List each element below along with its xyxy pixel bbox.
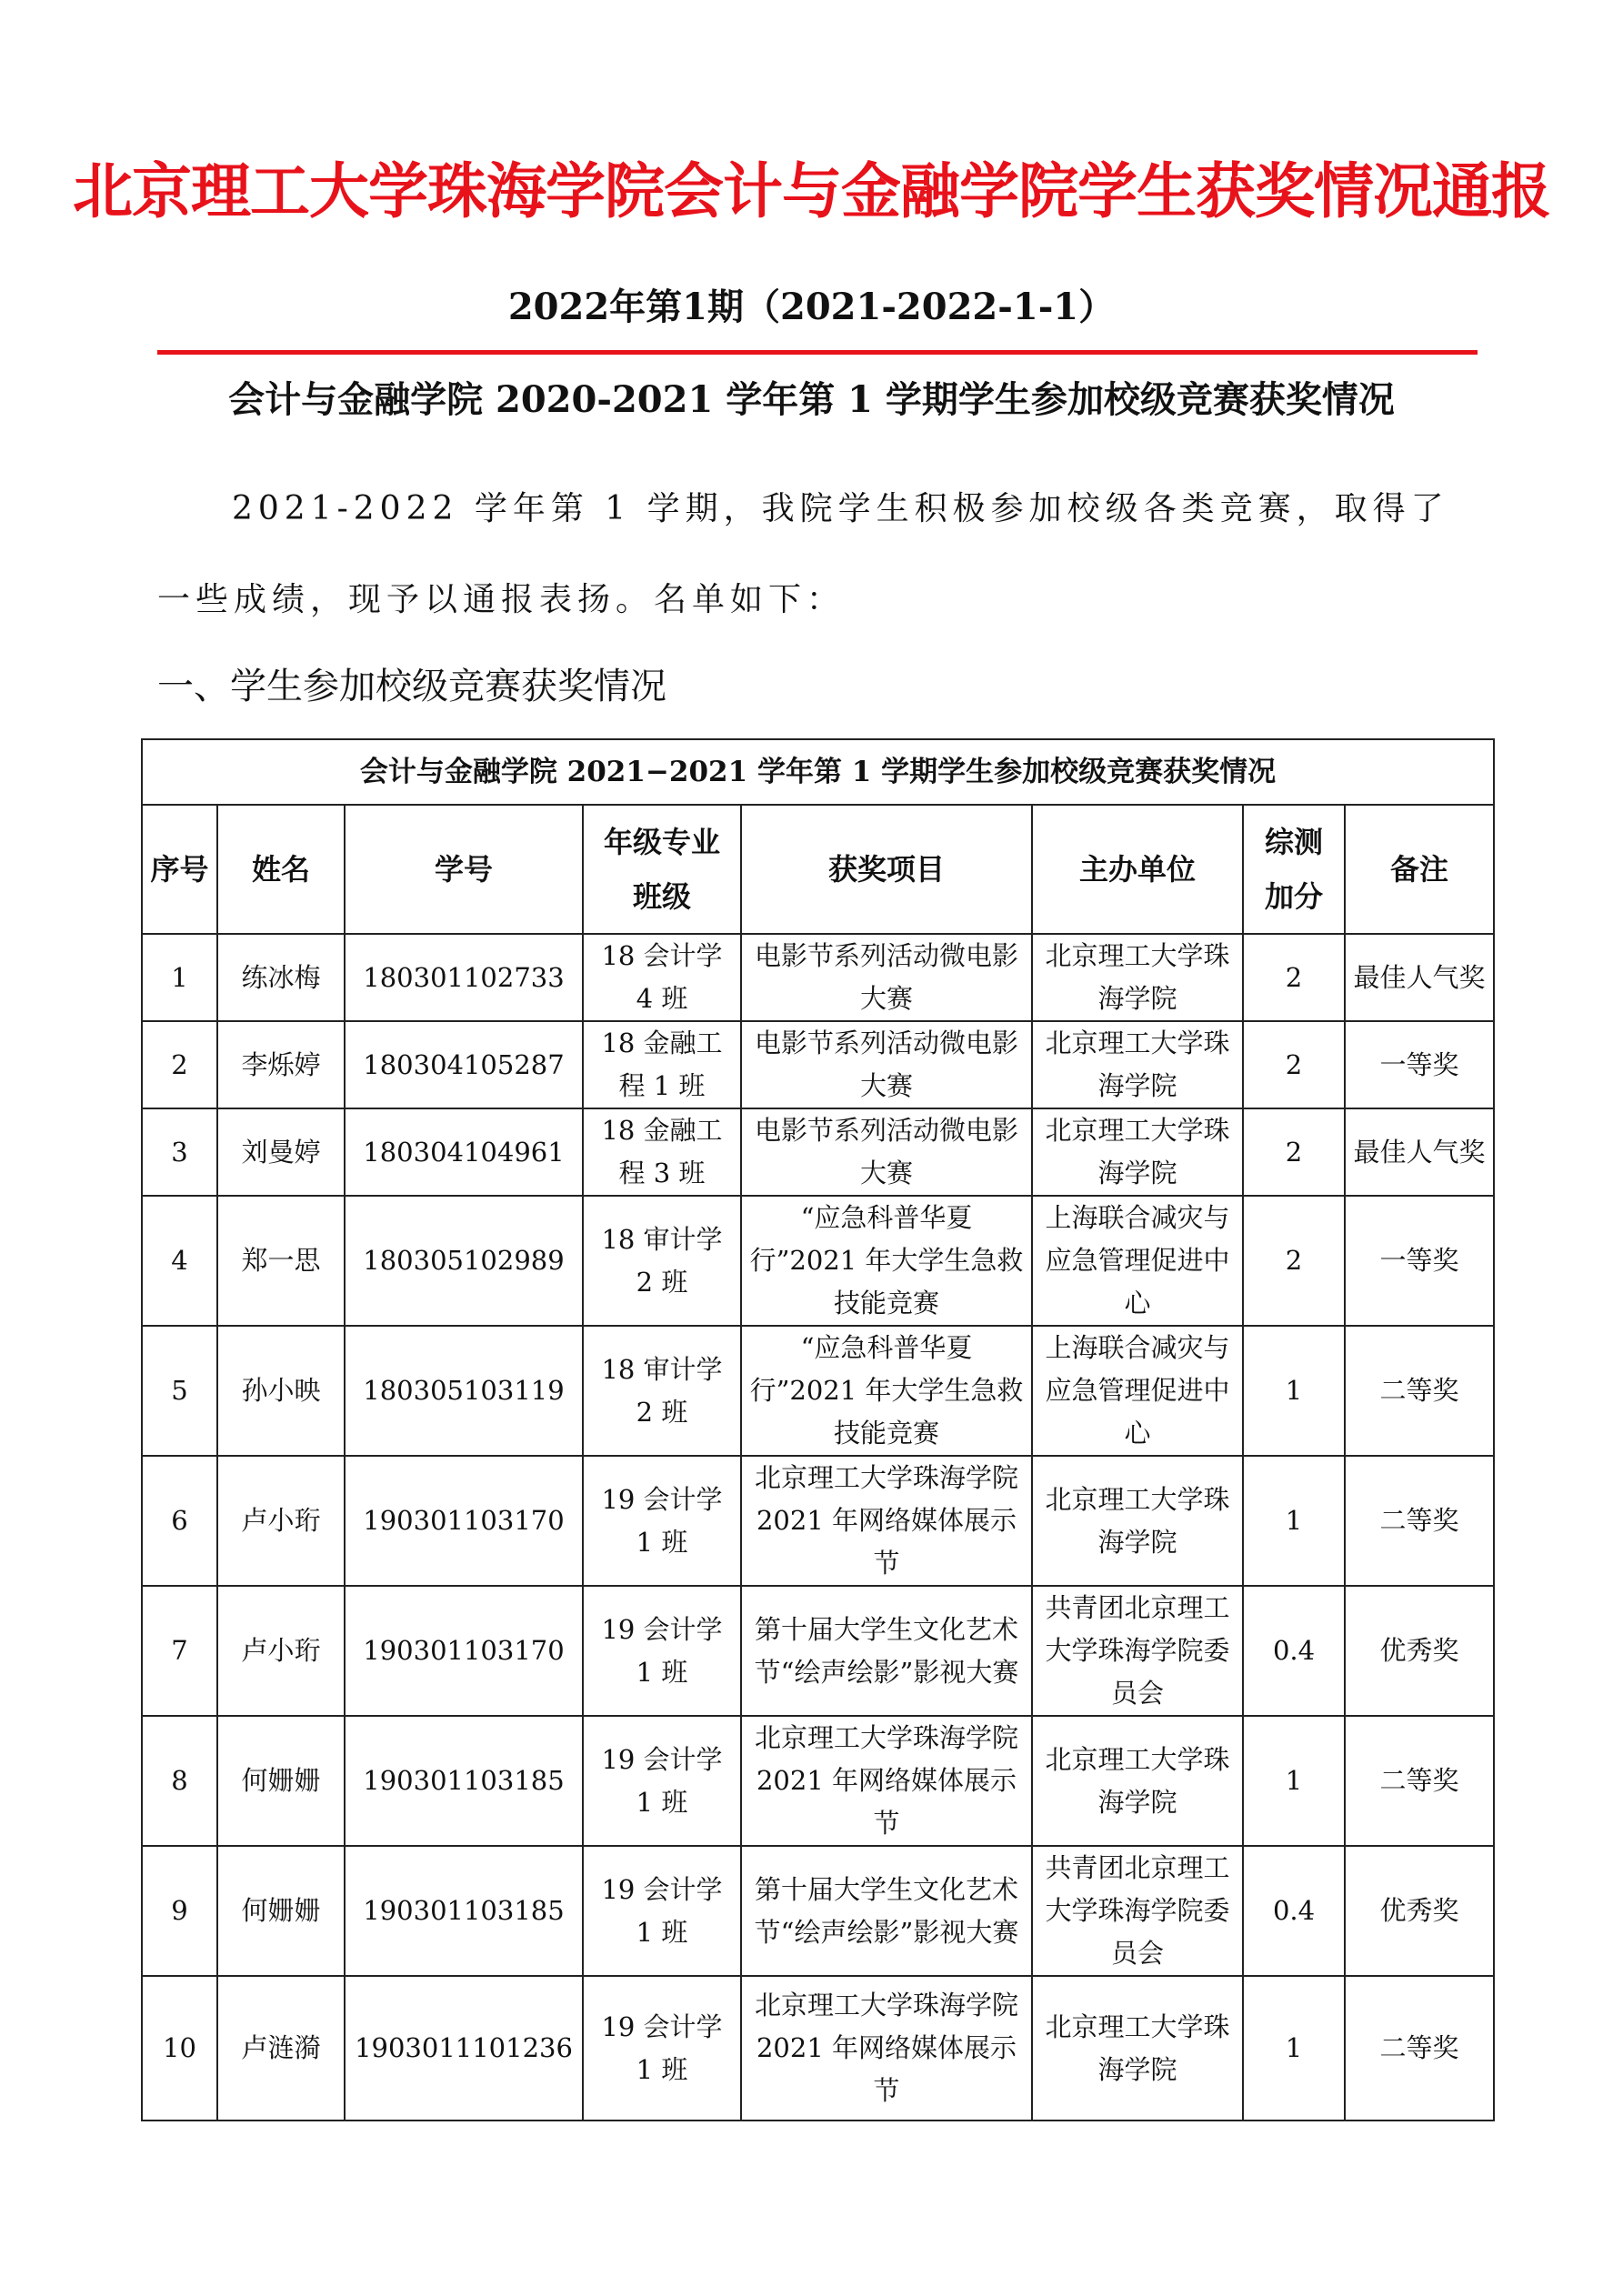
cell-seq: 2	[142, 1021, 217, 1108]
cell-points: 2	[1243, 1108, 1345, 1196]
cell-project: 北京理工大学珠海学院 2021 年网络媒体展示节	[741, 1976, 1032, 2121]
cell-student-id: 190301103185	[345, 1716, 583, 1846]
cell-remark: 优秀奖	[1345, 1846, 1494, 1976]
table-row	[142, 1196, 1494, 1326]
table-row	[142, 1846, 1494, 1976]
cell-organizer: 上海联合减灾与应急管理促进中心	[1032, 1326, 1243, 1456]
cell-seq: 9	[142, 1846, 217, 1976]
column-header-project: 获奖项目	[741, 805, 1032, 934]
cell-student-id: 180301102733	[345, 934, 583, 1021]
cell-points: 1	[1243, 1976, 1345, 2121]
cell-name: 练冰梅	[217, 934, 345, 1021]
cell-remark: 一等奖	[1345, 1021, 1494, 1108]
cell-name: 李烁婷	[217, 1021, 345, 1108]
cell-project: 电影节系列活动微电影大赛	[741, 1021, 1032, 1108]
column-header-organizer: 主办单位	[1032, 805, 1243, 934]
cell-name: 何姗姗	[217, 1716, 345, 1846]
cell-name: 卢涟漪	[217, 1976, 345, 2121]
cell-name: 刘曼婷	[217, 1108, 345, 1196]
cell-class: 18 会计学 4 班	[583, 934, 741, 1021]
table-caption: 会计与金融学院 2021−2021 学年第 1 学期学生参加校级竞赛获奖情况	[142, 739, 1494, 805]
cell-class: 18 金融工程 3 班	[583, 1108, 741, 1196]
cell-remark: 二等奖	[1345, 1716, 1494, 1846]
cell-project: “应急科普华夏行”2021 年大学生急救技能竞赛	[741, 1326, 1032, 1456]
column-header-seq: 序号	[142, 805, 217, 934]
cell-points: 1	[1243, 1716, 1345, 1846]
cell-project: 北京理工大学珠海学院 2021 年网络媒体展示节	[741, 1716, 1032, 1846]
cell-remark: 一等奖	[1345, 1196, 1494, 1326]
cell-organizer: 北京理工大学珠海学院	[1032, 934, 1243, 1021]
cell-project: 电影节系列活动微电影大赛	[741, 934, 1032, 1021]
cell-student-id: 1903011101236	[345, 1976, 583, 2121]
column-header-student-id: 学号	[345, 805, 583, 934]
cell-remark: 最佳人气奖	[1345, 934, 1494, 1021]
column-header-points: 综测加分	[1243, 805, 1345, 934]
intro-paragraph: 2021-2022 学年第 1 学期，我院学生积极参加校级各类竞赛，取得了一些成绩，现予以通报表扬。名单如下：	[157, 490, 1449, 618]
cell-organizer: 北京理工大学珠海学院	[1032, 1716, 1243, 1846]
cell-class: 18 审计学 2 班	[583, 1196, 741, 1326]
column-header-name: 姓名	[217, 805, 345, 934]
column-header-remark: 备注	[1345, 805, 1494, 934]
cell-remark: 二等奖	[1345, 1976, 1494, 2121]
awards-table	[141, 738, 1495, 2121]
cell-seq: 3	[142, 1108, 217, 1196]
table-row	[142, 1108, 1494, 1196]
cell-points: 0.4	[1243, 1586, 1345, 1716]
cell-class: 19 会计学 1 班	[583, 1456, 741, 1586]
cell-name: 卢小珩	[217, 1456, 345, 1586]
cell-organizer: 北京理工大学珠海学院	[1032, 1108, 1243, 1196]
cell-points: 2	[1243, 1196, 1345, 1326]
cell-points: 2	[1243, 934, 1345, 1021]
cell-project: 第十届大学生文化艺术节“绘声绘影”影视大赛	[741, 1846, 1032, 1976]
cell-remark: 最佳人气奖	[1345, 1108, 1494, 1196]
cell-remark: 优秀奖	[1345, 1586, 1494, 1716]
cell-remark: 二等奖	[1345, 1456, 1494, 1586]
table-row	[142, 1021, 1494, 1108]
cell-seq: 4	[142, 1196, 217, 1326]
main-title: 北京理工大学珠海学院会计与金融学院学生获奖情况通报	[73, 156, 1550, 226]
cell-seq: 8	[142, 1716, 217, 1846]
cell-points: 1	[1243, 1326, 1345, 1456]
cell-points: 1	[1243, 1456, 1345, 1586]
cell-student-id: 180304104961	[345, 1108, 583, 1196]
cell-project: 电影节系列活动微电影大赛	[741, 1108, 1032, 1196]
cell-class: 19 会计学 1 班	[583, 1716, 741, 1846]
cell-class: 18 金融工程 1 班	[583, 1021, 741, 1108]
cell-organizer: 北京理工大学珠海学院	[1032, 1021, 1243, 1108]
cell-organizer: 北京理工大学珠海学院	[1032, 1976, 1243, 2121]
cell-remark: 二等奖	[1345, 1326, 1494, 1456]
cell-class: 19 会计学 1 班	[583, 1846, 741, 1976]
cell-points: 2	[1243, 1021, 1345, 1108]
report-subtitle: 会计与金融学院 2020-2021 学年第 1 学期学生参加校级竞赛获奖情况	[228, 378, 1395, 421]
cell-class: 18 审计学 2 班	[583, 1326, 741, 1456]
red-divider	[157, 350, 1478, 355]
cell-project: “应急科普华夏行”2021 年大学生急救技能竞赛	[741, 1196, 1032, 1326]
cell-seq: 7	[142, 1586, 217, 1716]
issue-number: 2022年第1期（2021-2022-1-1）	[507, 286, 1116, 328]
cell-student-id: 180304105287	[345, 1021, 583, 1108]
cell-points: 0.4	[1243, 1846, 1345, 1976]
cell-student-id: 190301103185	[345, 1846, 583, 1976]
cell-student-id: 180305103119	[345, 1326, 583, 1456]
section-heading: 一、学生参加校级竞赛获奖情况	[157, 666, 666, 707]
cell-project: 北京理工大学珠海学院 2021 年网络媒体展示节	[741, 1456, 1032, 1586]
table-row	[142, 1976, 1494, 2121]
cell-organizer: 共青团北京理工大学珠海学院委员会	[1032, 1586, 1243, 1716]
cell-seq: 1	[142, 934, 217, 1021]
cell-class: 19 会计学 1 班	[583, 1976, 741, 2121]
cell-name: 郑一思	[217, 1196, 345, 1326]
cell-project: 第十届大学生文化艺术节“绘声绘影”影视大赛	[741, 1586, 1032, 1716]
cell-organizer: 北京理工大学珠海学院	[1032, 1456, 1243, 1586]
cell-student-id: 180305102989	[345, 1196, 583, 1326]
cell-name: 卢小珩	[217, 1586, 345, 1716]
cell-student-id: 190301103170	[345, 1456, 583, 1586]
table-row	[142, 1456, 1494, 1586]
cell-name: 孙小映	[217, 1326, 345, 1456]
table-row	[142, 1716, 1494, 1846]
cell-class: 19 会计学 1 班	[583, 1586, 741, 1716]
cell-seq: 10	[142, 1976, 217, 2121]
cell-seq: 5	[142, 1326, 217, 1456]
cell-name: 何姗姗	[217, 1846, 345, 1976]
cell-organizer: 共青团北京理工大学珠海学院委员会	[1032, 1846, 1243, 1976]
cell-student-id: 190301103170	[345, 1586, 583, 1716]
table-row	[142, 1326, 1494, 1456]
column-header-class: 年级专业班级	[583, 805, 741, 934]
cell-seq: 6	[142, 1456, 217, 1586]
table-row	[142, 934, 1494, 1021]
table-row	[142, 1586, 1494, 1716]
cell-organizer: 上海联合减灾与应急管理促进中心	[1032, 1196, 1243, 1326]
